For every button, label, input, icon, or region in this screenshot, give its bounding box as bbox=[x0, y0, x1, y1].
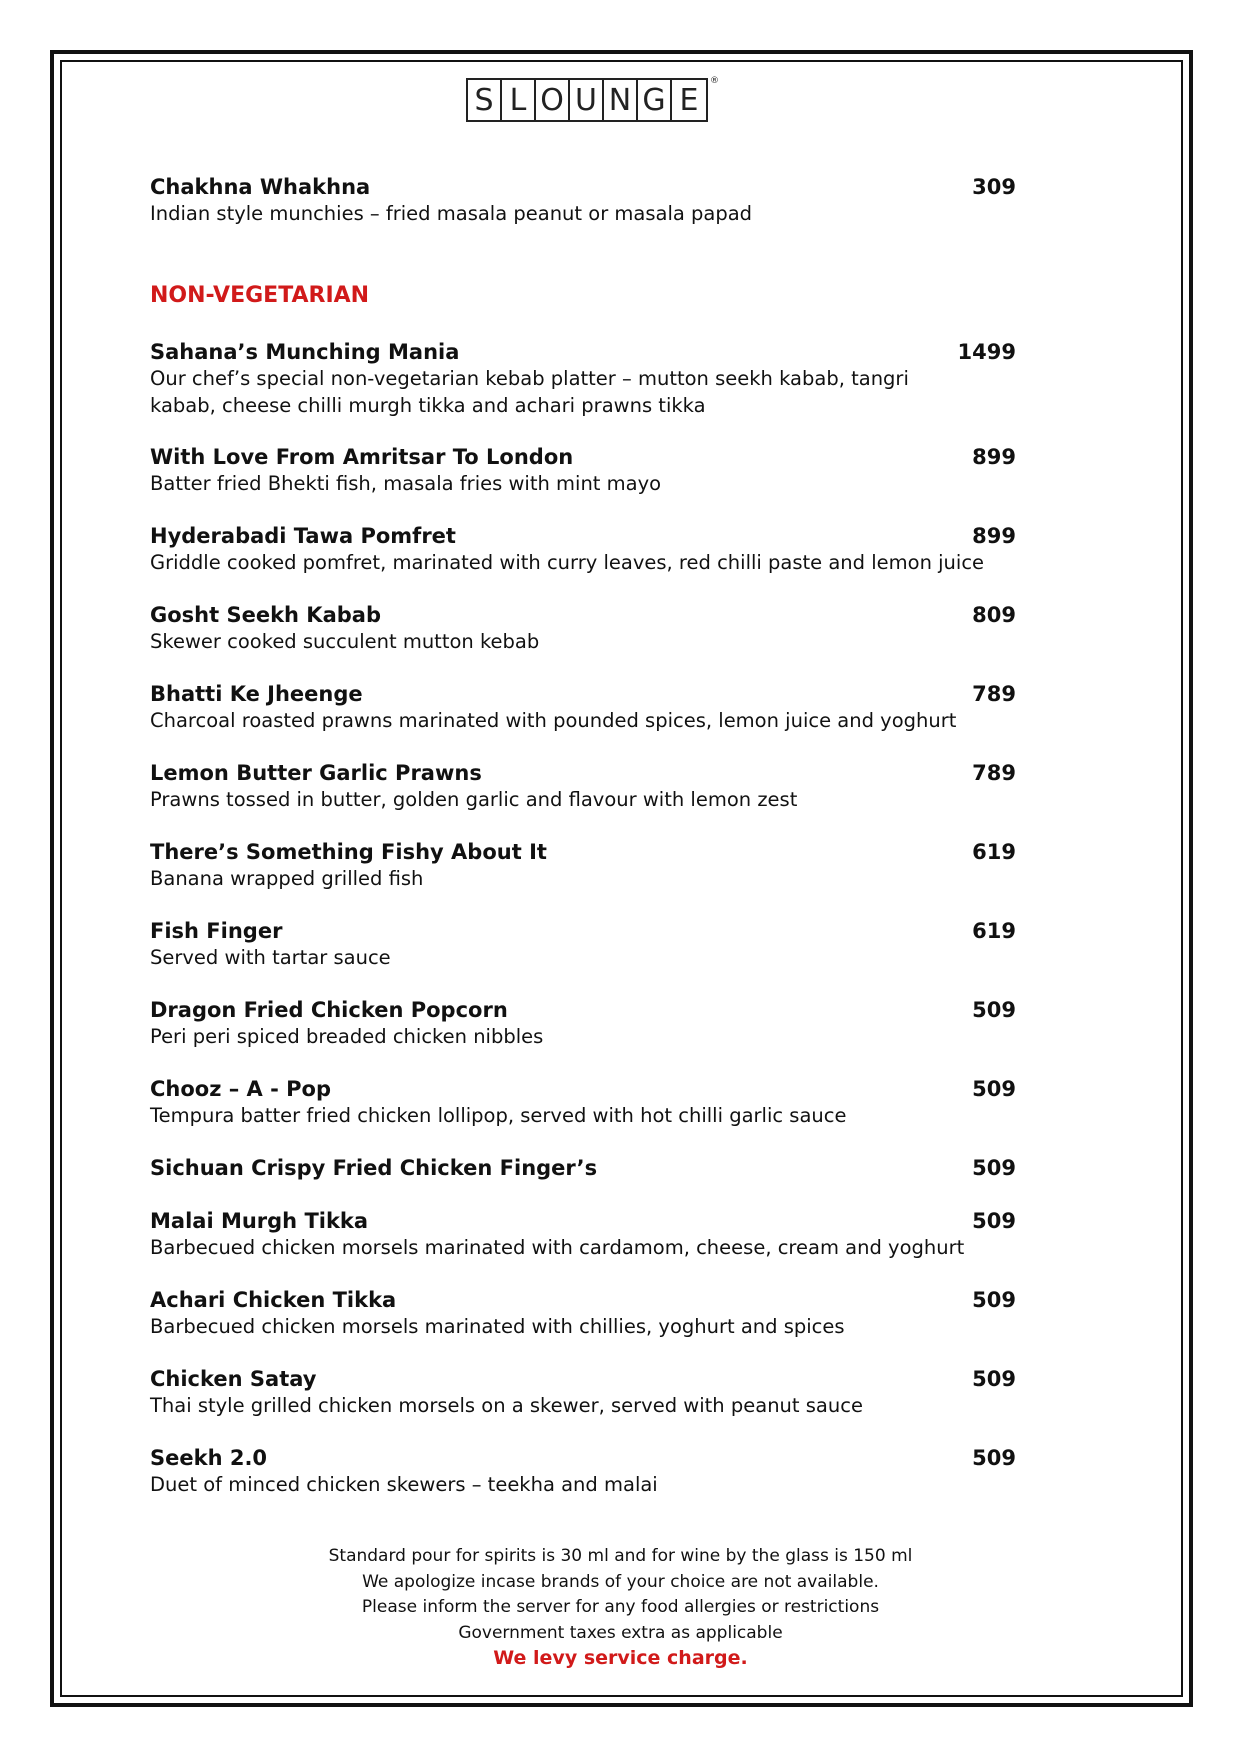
item-name: Achari Chicken Tikka bbox=[150, 1288, 397, 1312]
item-description: Tempura batter fried chicken lollipop, served with hot chilli garlic sauce bbox=[150, 1104, 847, 1127]
item-price: 809 bbox=[972, 603, 1016, 627]
item-price: 619 bbox=[972, 840, 1016, 864]
item-price: 509 bbox=[972, 1446, 1016, 1470]
item-description: Indian style munchies – fried masala peanut or masala papad bbox=[150, 202, 753, 225]
item-name: With Love From Amritsar To London bbox=[150, 445, 574, 469]
logo-letter: E bbox=[679, 82, 699, 118]
item-name: Malai Murgh Tikka bbox=[150, 1209, 369, 1233]
item-price: 509 bbox=[972, 998, 1016, 1022]
menu-item bbox=[150, 339, 1016, 419]
menu-item bbox=[150, 1076, 1016, 1129]
item-description: Duet of minced chicken skewers – teekha and malai bbox=[150, 1473, 658, 1496]
menu-item bbox=[150, 1155, 1016, 1181]
item-price: 509 bbox=[972, 1367, 1016, 1391]
menu-item bbox=[150, 681, 1016, 734]
item-description: Batter fried Bhekti fish, masala fries with mint mayo bbox=[150, 472, 662, 495]
item-name: Dragon Fried Chicken Popcorn bbox=[150, 998, 508, 1022]
item-name: Chooz – A - Pop bbox=[150, 1077, 332, 1101]
item-price: 509 bbox=[972, 1077, 1016, 1101]
menu-item bbox=[150, 839, 1016, 892]
registered-mark: ® bbox=[710, 76, 719, 86]
item-description: Skewer cooked succulent mutton kebab bbox=[150, 630, 540, 653]
item-description: Charcoal roasted prawns marinated with pounded spices, lemon juice and yoghurt bbox=[150, 709, 957, 732]
item-description: Peri peri spiced breaded chicken nibbles bbox=[150, 1025, 544, 1048]
logo-letter: S bbox=[468, 80, 502, 120]
item-description: Barbecued chicken morsels marinated with chillies, yoghurt and spices bbox=[150, 1315, 845, 1338]
menu-item bbox=[150, 602, 1016, 655]
menu-item bbox=[150, 997, 1016, 1050]
menu-item bbox=[150, 918, 1016, 971]
menu-item bbox=[150, 174, 1016, 227]
logo-letter-boxes bbox=[466, 78, 708, 122]
section-heading: NON-VEGETARIAN bbox=[150, 283, 370, 308]
item-name: Chicken Satay bbox=[150, 1367, 317, 1391]
menu-item bbox=[150, 1287, 1016, 1340]
item-price: 899 bbox=[972, 524, 1016, 548]
item-name: Chakhna Whakhna bbox=[150, 175, 371, 199]
menu-item bbox=[150, 1366, 1016, 1419]
item-description: Thai style grilled chicken morsels on a skewer, served with peanut sauce bbox=[150, 1394, 863, 1417]
logo-letter: U bbox=[570, 80, 604, 120]
logo-letter: L bbox=[502, 80, 536, 120]
footer-line: Standard pour for spirits is 30 ml and for wine by the glass is 150 ml bbox=[328, 1546, 913, 1566]
footer-line: We apologize incase brands of your choice are not available. bbox=[362, 1571, 879, 1592]
item-name: Gosht Seekh Kabab bbox=[150, 603, 381, 627]
menu-item bbox=[150, 523, 1016, 576]
item-name: Sahana’s Munching Mania bbox=[150, 340, 460, 364]
item-price: 619 bbox=[972, 919, 1016, 943]
item-name: Seekh 2.0 bbox=[150, 1446, 268, 1470]
menu-item bbox=[150, 760, 1016, 813]
menu-item bbox=[150, 1445, 1016, 1498]
item-price: 309 bbox=[972, 175, 1016, 199]
item-name: Hyderabadi Tawa Pomfret bbox=[150, 524, 456, 548]
item-price: 899 bbox=[972, 445, 1016, 469]
logo-letter: N bbox=[604, 80, 638, 120]
item-description: Barbecued chicken morsels marinated with cardamom, cheese, cream and yoghurt bbox=[150, 1236, 965, 1259]
item-price: 509 bbox=[972, 1209, 1016, 1233]
menu-item bbox=[150, 444, 1016, 497]
item-price: 789 bbox=[972, 761, 1016, 785]
item-name: Lemon Butter Garlic Prawns bbox=[150, 761, 482, 785]
brand-logo bbox=[466, 78, 719, 122]
item-price: 509 bbox=[972, 1288, 1016, 1312]
footer-line: Government taxes extra as applicable bbox=[458, 1622, 783, 1643]
item-description: Prawns tossed in butter, golden garlic and flavour with lemon zest bbox=[150, 788, 798, 811]
menu-item bbox=[150, 1208, 1016, 1261]
item-description: Griddle cooked pomfret, marinated with curry leaves, red chilli paste and lemon juice bbox=[150, 551, 985, 574]
footer-line: Please inform the server for any food allergies or restrictions bbox=[361, 1597, 880, 1617]
service-charge-note: We levy service charge. bbox=[493, 1647, 748, 1669]
logo-letter: G bbox=[638, 80, 672, 120]
item-description: Our chef’s special non-vegetarian kebab platter – mutton seekh kabab, tangri kabab, cheese chilli murgh tikka and achari prawns tikka bbox=[150, 367, 909, 417]
item-price: 509 bbox=[972, 1156, 1016, 1180]
footer-notes bbox=[0, 1544, 1241, 1672]
item-name: There’s Something Fishy About It bbox=[150, 840, 547, 864]
item-price: 1499 bbox=[957, 340, 1016, 364]
item-description: Banana wrapped grilled fish bbox=[150, 867, 424, 890]
item-name: Bhatti Ke Jheenge bbox=[150, 682, 363, 706]
item-name: Fish Finger bbox=[150, 919, 283, 943]
item-description: Served with tartar sauce bbox=[150, 946, 391, 969]
logo-letter: O bbox=[536, 80, 570, 120]
item-price: 789 bbox=[972, 682, 1016, 706]
item-name: Sichuan Crispy Fried Chicken Finger’s bbox=[150, 1156, 598, 1180]
